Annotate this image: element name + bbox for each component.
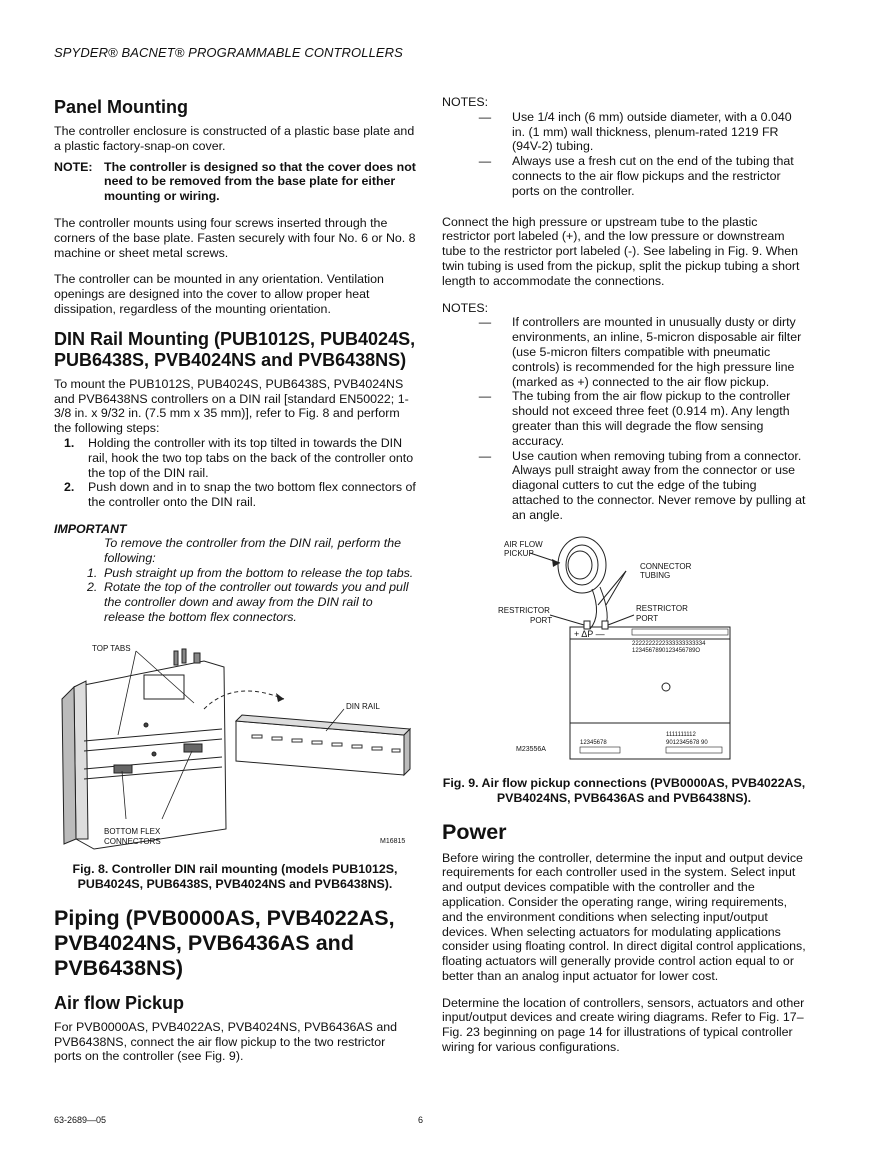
fig8-label-din-rail: DIN RAIL [346, 701, 380, 711]
fig9-terminal-bottom-right-2: 9012345678 90 [666, 739, 708, 746]
din-rail-intro: To mount the PUB1012S, PUB4024S, PUB6438S, PVB4024NS and PVB6438NS controllers on a DIN rail [standard EN50022; 1-3/8 in. x 9/32 in. (7.5 mm x 35 mm)], refer to Fig. 8 and perform the following steps: [54, 376, 409, 436]
important-text: To remove the controller from the DIN rail, perform the following: [104, 535, 402, 565]
note-label: NOTE: [54, 159, 93, 174]
footer-page-number: 6 [418, 1115, 424, 1125]
notes-list-1 [442, 110, 806, 199]
connect-paragraph: Connect the high pressure or upstream tube to the plastic restrictor port labeled (+), and the low pressure or downstream tube to the restrictor port labeled (-). See labeling in Fig. 9. When twin tubing is used from the pickup, split the pickup tubing a short length to accommodate the connections. [442, 214, 800, 288]
footer-doc-number: 63-2689—05 [54, 1115, 107, 1125]
list-item: — If controllers are mounted in unusually dusty or dirty environments, an inline, 5-micron disposable air filter (use 5-micron filters compatible with pneumatic controls) is recommended for the high pressure line (marked as +) connected to the air flow pickup. [478, 315, 802, 389]
din-rail-steps [54, 436, 416, 510]
fig9-label-connector: CONNECTOR [640, 561, 692, 571]
fig9-label-port-right: PORT [636, 613, 659, 623]
fig9-terminal-bottom-left: 12345678 [580, 739, 607, 746]
fig9-label-air-flow: AIR FLOW [504, 539, 543, 549]
air-flow-pickup-paragraph: For PVB0000AS, PVB4022AS, PVB4024NS, PVB6436AS and PVB6438NS, connect the air flow pickup to the two restrictor ports on the controller (see Fig. 9). [54, 1019, 398, 1064]
panel-mounting-paragraph-2: The controller mounts using four screws inserted through the corners of the base plate. Fasten securely with four No. 6 or No. 8 machine or sheet metal screws. [54, 215, 416, 260]
air-flow-pickup-heading: Air flow Pickup [54, 992, 185, 1013]
running-header: SPYDER® BACNET® PROGRAMMABLE CONTROLLERS [54, 45, 403, 60]
fig8-caption: Fig. 8. Controller DIN rail mounting (models PUB1012S, PUB4024S, PUB6438S, PVB4024NS and PVB6438NS). [72, 861, 398, 891]
notes-label: NOTES: [442, 300, 489, 315]
panel-mounting-paragraph-3: The controller can be mounted in any orientation. Ventilation openings are designed into the cover to allow proper heat dissipation, regardless of the mounting orientation. [54, 272, 384, 316]
list-item: — Use 1/4 inch (6 mm) outside diameter, with a 0.040 in. (1 mm) wall thickness, plenum-rated 1219 FR (94V-2) tubing. [478, 109, 792, 154]
fig8-din-rail-illustration [54, 639, 416, 851]
fig8-label-connectors: CONNECTORS [104, 836, 161, 846]
power-paragraph-2: Determine the location of controllers, sensors, actuators and other input/output devices and create wiring diagrams. Refer to Fig. 17–Fig. 23 beginning on page 14 for illustrations of typical controller wiring for various configurations. [442, 995, 805, 1055]
fig9-caption: Fig. 9. Air flow pickup connections (PVB0000AS, PVB4022AS, PVB4024NS, PVB6436AS and PVB6438NS). [442, 775, 806, 805]
panel-mounting-note [54, 160, 416, 204]
power-paragraph-1: Before wiring the controller, determine the input and output device requirements for each controller used in the system. Select input and output devices compatible with the controller and the application. Consider the operating range, wiring requirements, and the environment conditions when selecting input/output devices. When selecting actuators for modulating applications consider using floating control. In direct digital control applications, floating actuators will generally provide control action equal to or better than an analog input actuator for lower cost. [442, 850, 806, 983]
list-item: — Use caution when removing tubing from a connector. Always pull straight away from the connector or use diagonal cutters to cut the edge of the tubing attached to the connector. Never remove by pulling at an angle. [478, 448, 806, 522]
list-item: 1. Push straight up from the bottom to release the top tabs. [87, 565, 414, 580]
fig9-id: M23556A [516, 745, 546, 753]
notes-list-2 [442, 315, 806, 522]
din-rail-heading: DIN Rail Mounting (PUB1012S, PUB4024S, PUB6438S, PVB4024NS and PVB6438NS) [54, 328, 416, 370]
fig9-label-delta-p: + ΔP — [574, 628, 605, 639]
important-label: IMPORTANT [54, 521, 127, 536]
fig9-label-restrictor-left: RESTRICTOR [498, 605, 550, 615]
important-steps [54, 566, 416, 625]
list-item: 2. Push down and in to snap the two bottom flex connectors of the controller onto the DIN rail. [64, 480, 416, 510]
list-item: 1. Holding the controller with its top tilted in towards the DIN rail, hook the two top tabs on the back of the controller onto the top of the DIN rail. [64, 435, 414, 480]
note-text: The controller is designed so that the cover does not need to be removed from the base plate for either mounting or wiring. [104, 159, 416, 204]
fig8-id: M16815 [380, 837, 406, 845]
list-item: — The tubing from the air flow pickup to the controller should not exceed three feet (0.914 m). Any length greater than this will degrade the flow sensing accuracy. [478, 389, 791, 448]
power-heading: Power [442, 819, 507, 844]
fig9-terminal-top-row-1: 2222222222333333333334 [632, 640, 706, 647]
right-column [442, 95, 806, 1055]
left-column [54, 95, 416, 1064]
panel-mounting-heading: Panel Mounting [54, 97, 188, 117]
fig9-terminal-top-row-2: 1234567890123456789O [632, 647, 701, 654]
fig9-label-pickup: PICKUP [504, 548, 534, 558]
panel-mounting-paragraph-1: The controller enclosure is constructed of a plastic base plate and a plastic factory-snap-on cover. [54, 124, 415, 153]
list-item: 2. Rotate the top of the controller out towards you and pull the controller down and away from the DIN rail to release the bottom flex connectors. [87, 580, 409, 624]
fig8-label-top-tabs: TOP TABS [92, 643, 131, 653]
fig9-terminal-bottom-right-1: 1111111112 [666, 731, 696, 738]
fig9-label-port-left: PORT [530, 615, 553, 625]
fig9-label-tubing: TUBING [640, 570, 671, 580]
piping-heading: Piping (PVB0000AS, PVB4022AS, PVB4024NS, PVB6436AS and PVB6438NS) [54, 905, 395, 980]
notes-label: NOTES: [442, 95, 489, 109]
fig9-label-restrictor-right: RESTRICTOR [636, 603, 688, 613]
list-item: — Always use a fresh cut on the end of the tubing that connects to the air flow pickups and the restrictor ports on the controller. [478, 154, 794, 198]
fig9-air-flow-pickup-illustration [442, 535, 806, 765]
fig8-label-bottom-flex: BOTTOM FLEX [104, 826, 161, 836]
